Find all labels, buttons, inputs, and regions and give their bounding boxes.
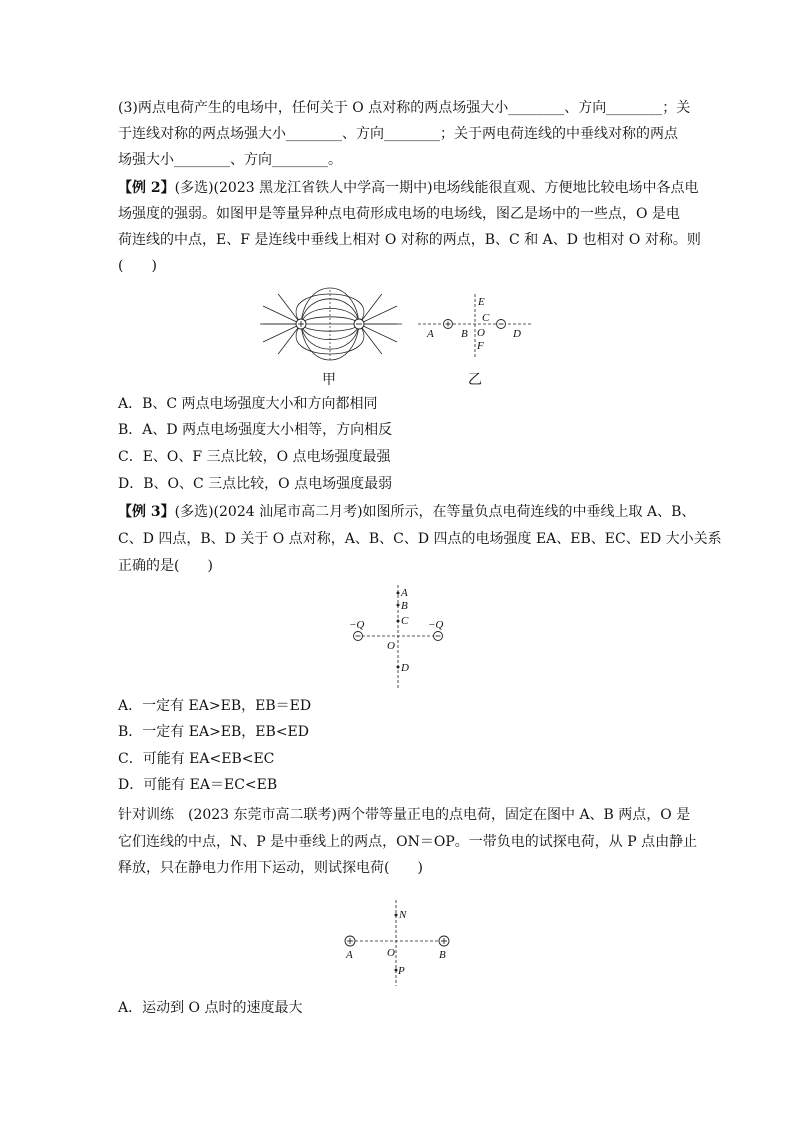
option-d: D．可能有 EA＝EC<EB xyxy=(118,777,278,793)
option-c: C．可能有 EA<EB<EC xyxy=(118,751,275,767)
text: (多选)(2023 黑龙江省铁人中学高一期中)电场线能很直观、方便地比较电场中各点电 xyxy=(174,180,699,196)
figure-positive-charges xyxy=(338,898,456,988)
label-B: B xyxy=(461,328,468,340)
option-b: B．A、D 两点电场强度大小相等，方向相反 xyxy=(118,422,393,438)
label-D: D xyxy=(513,328,521,340)
figure-yi-points xyxy=(415,292,535,362)
text-line: 荷连线的中点，E、F 是连线中垂线上相对 O 对称的两点，B、C 和 A、D 也相对 O 对称。则 xyxy=(118,232,701,248)
figure-caption-jia: 甲 xyxy=(322,372,336,388)
text-line: 针对训练 (2023 东莞市高二联考)两个带等量正电的点电荷，固定在图中 A、B 两点，O 是 xyxy=(118,807,691,823)
label-D: D xyxy=(401,662,409,674)
label-C: C xyxy=(401,615,409,627)
figure-negative-charges xyxy=(345,583,455,691)
field-line xyxy=(359,294,382,324)
label-A: A xyxy=(401,587,408,599)
text-line: C、D 四点，B、D 关于 O 点对称，A、B、C、D 四点的电场强度 EA、EB、EC、ED 大小关系 xyxy=(118,531,722,547)
field-line xyxy=(359,306,397,324)
field-line xyxy=(263,324,301,342)
field-line xyxy=(263,306,301,324)
label-C: C xyxy=(482,312,490,324)
text-line: 场强大小________、方向________。 xyxy=(118,152,342,168)
label-P: P xyxy=(398,965,405,977)
label-E: E xyxy=(478,296,485,308)
text-line: 释放，只在静电力作用下运动，则试探电荷( ) xyxy=(118,860,423,876)
option-a: A．B、C 两点电场强度大小和方向都相同 xyxy=(118,396,378,412)
example-3-line xyxy=(118,502,695,522)
figure-caption-yi: 乙 xyxy=(468,372,482,388)
figure-jia-field-lines xyxy=(258,286,404,378)
label-neg-q-right: −Q xyxy=(428,619,444,631)
label-neg-q-left: −Q xyxy=(349,619,365,631)
option-a: A．一定有 EA>EB，EB＝ED xyxy=(118,698,312,714)
option-a: A．运动到 O 点时的速度最大 xyxy=(118,1000,303,1016)
label-O: O xyxy=(387,640,395,652)
label-F: F xyxy=(477,340,484,352)
option-b: B．一定有 EA>EB，EB<ED xyxy=(118,724,309,740)
text-line: ( ) xyxy=(118,258,157,274)
label-A: A xyxy=(427,328,434,340)
example-3-tag: 【例 3】 xyxy=(118,504,175,520)
option-c: C．E、O、F 三点比较，O 点电场强度最强 xyxy=(118,449,391,465)
field-line xyxy=(359,324,397,342)
example-2-line xyxy=(118,178,699,198)
label-O: O xyxy=(477,327,485,339)
text: (多选)(2024 汕尾市高二月考)如图所示，在等量负点电荷连线的中垂线上取 A、B、 xyxy=(174,504,696,520)
text-line: 场强度的强弱。如图甲是等量异种点电荷形成电场的电场线，图乙是场中的一些点，O 是电 xyxy=(118,206,680,222)
label-N: N xyxy=(399,909,407,921)
text-line: 于连线对称的两点场强大小________、方向________；关于两电荷连线的中垂线对称的两点 xyxy=(118,126,678,142)
example-2-tag: 【例 2】 xyxy=(118,180,175,196)
field-line xyxy=(278,294,301,324)
field-line xyxy=(359,324,382,354)
text-line: 它们连线的中点，N、P 是中垂线上的两点，ON＝OP。一带负电的试探电荷，从 P 点由静止 xyxy=(118,834,698,850)
option-d: D．B、O、C 三点比较，O 点电场强度最弱 xyxy=(118,476,393,492)
label-B: B xyxy=(401,600,408,612)
field-line xyxy=(278,324,301,354)
label-B: B xyxy=(439,949,446,961)
label-O: O xyxy=(387,947,395,959)
text-line: 正确的是( ) xyxy=(118,558,213,574)
text-line: (3)两点电荷产生的电场中，任何关于 O 点对称的两点场强大小________、方向________；关 xyxy=(118,100,691,116)
label-A: A xyxy=(346,949,353,961)
